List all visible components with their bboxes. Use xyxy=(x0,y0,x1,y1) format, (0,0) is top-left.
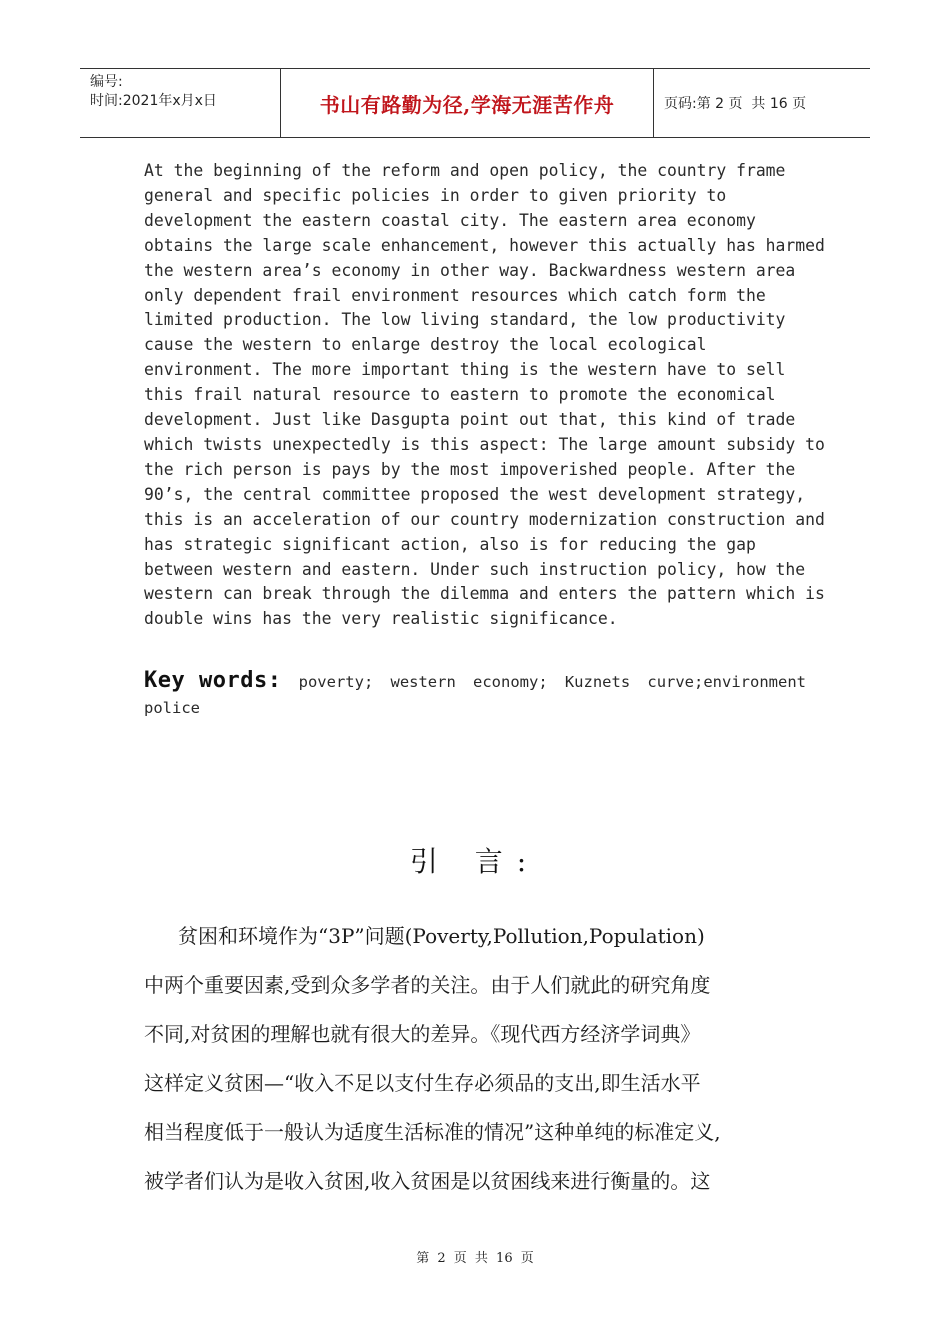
abstract-line: development the eastern coastal city. The eastern area economy xyxy=(144,210,756,230)
header-motto: 书山有路勤为径,学海无涯苦作舟 xyxy=(281,69,654,137)
abstract-line: general and specific policies in order to given priority to xyxy=(144,185,727,205)
body-line: 被学者们认为是收入贫困,收入贫困是以贫困线来进行衡量的。这 xyxy=(144,1169,711,1193)
abstract-line: development. Just like Dasgupta point out that, this kind of trade xyxy=(144,410,796,430)
abstract-line: between western and eastern. Under such instruction policy, how the xyxy=(144,559,806,579)
keywords-block xyxy=(144,668,824,717)
keyword-item: curve;environment xyxy=(647,673,806,691)
page-info-text: 页码:第 2 页 共 16 页 xyxy=(664,96,807,112)
header-meta xyxy=(80,69,281,137)
abstract-line: double wins has the very realistic significance. xyxy=(144,609,618,629)
english-abstract xyxy=(144,159,824,632)
header-page-info xyxy=(654,69,870,137)
keyword-item: economy; xyxy=(473,673,548,691)
page-header xyxy=(80,68,870,138)
keywords-continuation: police xyxy=(144,699,200,717)
abstract-line: has strategic significant action, also is for reducing the gap xyxy=(144,534,756,554)
time-label: 时间:2021年x月x日 xyxy=(90,93,217,109)
body-line: 中两个重要因素,受到众多学者的关注。由于人们就此的研究角度 xyxy=(144,973,711,997)
abstract-line: cause the western to enlarge destroy the local ecological xyxy=(144,335,707,355)
body-line: 这样定义贫困—“收入不足以支付生存必须品的支出,即生活水平 xyxy=(144,1071,701,1095)
page-footer: 第 2 页 共 16 页 xyxy=(416,1251,534,1266)
number-label: 编号: xyxy=(90,74,123,90)
body-line: 不同,对贫困的理解也就有很大的差异。《现代西方经济学词典》 xyxy=(144,1022,701,1046)
abstract-line: the western area’s economy in other way. Backwardness western area xyxy=(144,260,796,280)
abstract-line: limited production. The low living standard, the low productivity xyxy=(144,310,786,330)
abstract-line: environment. The more important thing is the western have to sell xyxy=(144,360,786,380)
abstract-line: the rich person is pays by the most impoverished people. After the xyxy=(144,459,796,479)
keyword-item: western xyxy=(390,673,456,691)
abstract-line: which twists unexpectedly is this aspect: The large amount subsidy to xyxy=(144,434,825,454)
abstract-line: At the beginning of the reform and open policy, the country frame xyxy=(144,161,786,180)
keywords-label: Key words: xyxy=(144,668,282,693)
body-line: 贫困和环境作为“3P”问题(Poverty,Pollution,Population) xyxy=(178,924,705,948)
keyword-item: Kuznets xyxy=(564,673,631,691)
abstract-line: obtains the large scale enhancement, however this actually has harmed xyxy=(144,235,825,255)
body-line: 相当程度低于一般认为适度生活标准的情况”这种单纯的标准定义, xyxy=(144,1120,721,1144)
section-title: 引 言: xyxy=(409,845,541,878)
abstract-line: 90’s, the central committee proposed the west development strategy, xyxy=(144,484,806,504)
abstract-line: only dependent frail environment resources which catch form the xyxy=(144,285,766,305)
introduction-body xyxy=(144,912,824,1206)
keyword-item: poverty; xyxy=(298,673,374,691)
abstract-line: this frail natural resource to eastern to promote the economical xyxy=(144,385,776,405)
abstract-line: this is an acceleration of our country modernization construction and xyxy=(144,509,825,529)
abstract-line: western can break through the dilemma and enters the pattern which is xyxy=(144,584,825,604)
